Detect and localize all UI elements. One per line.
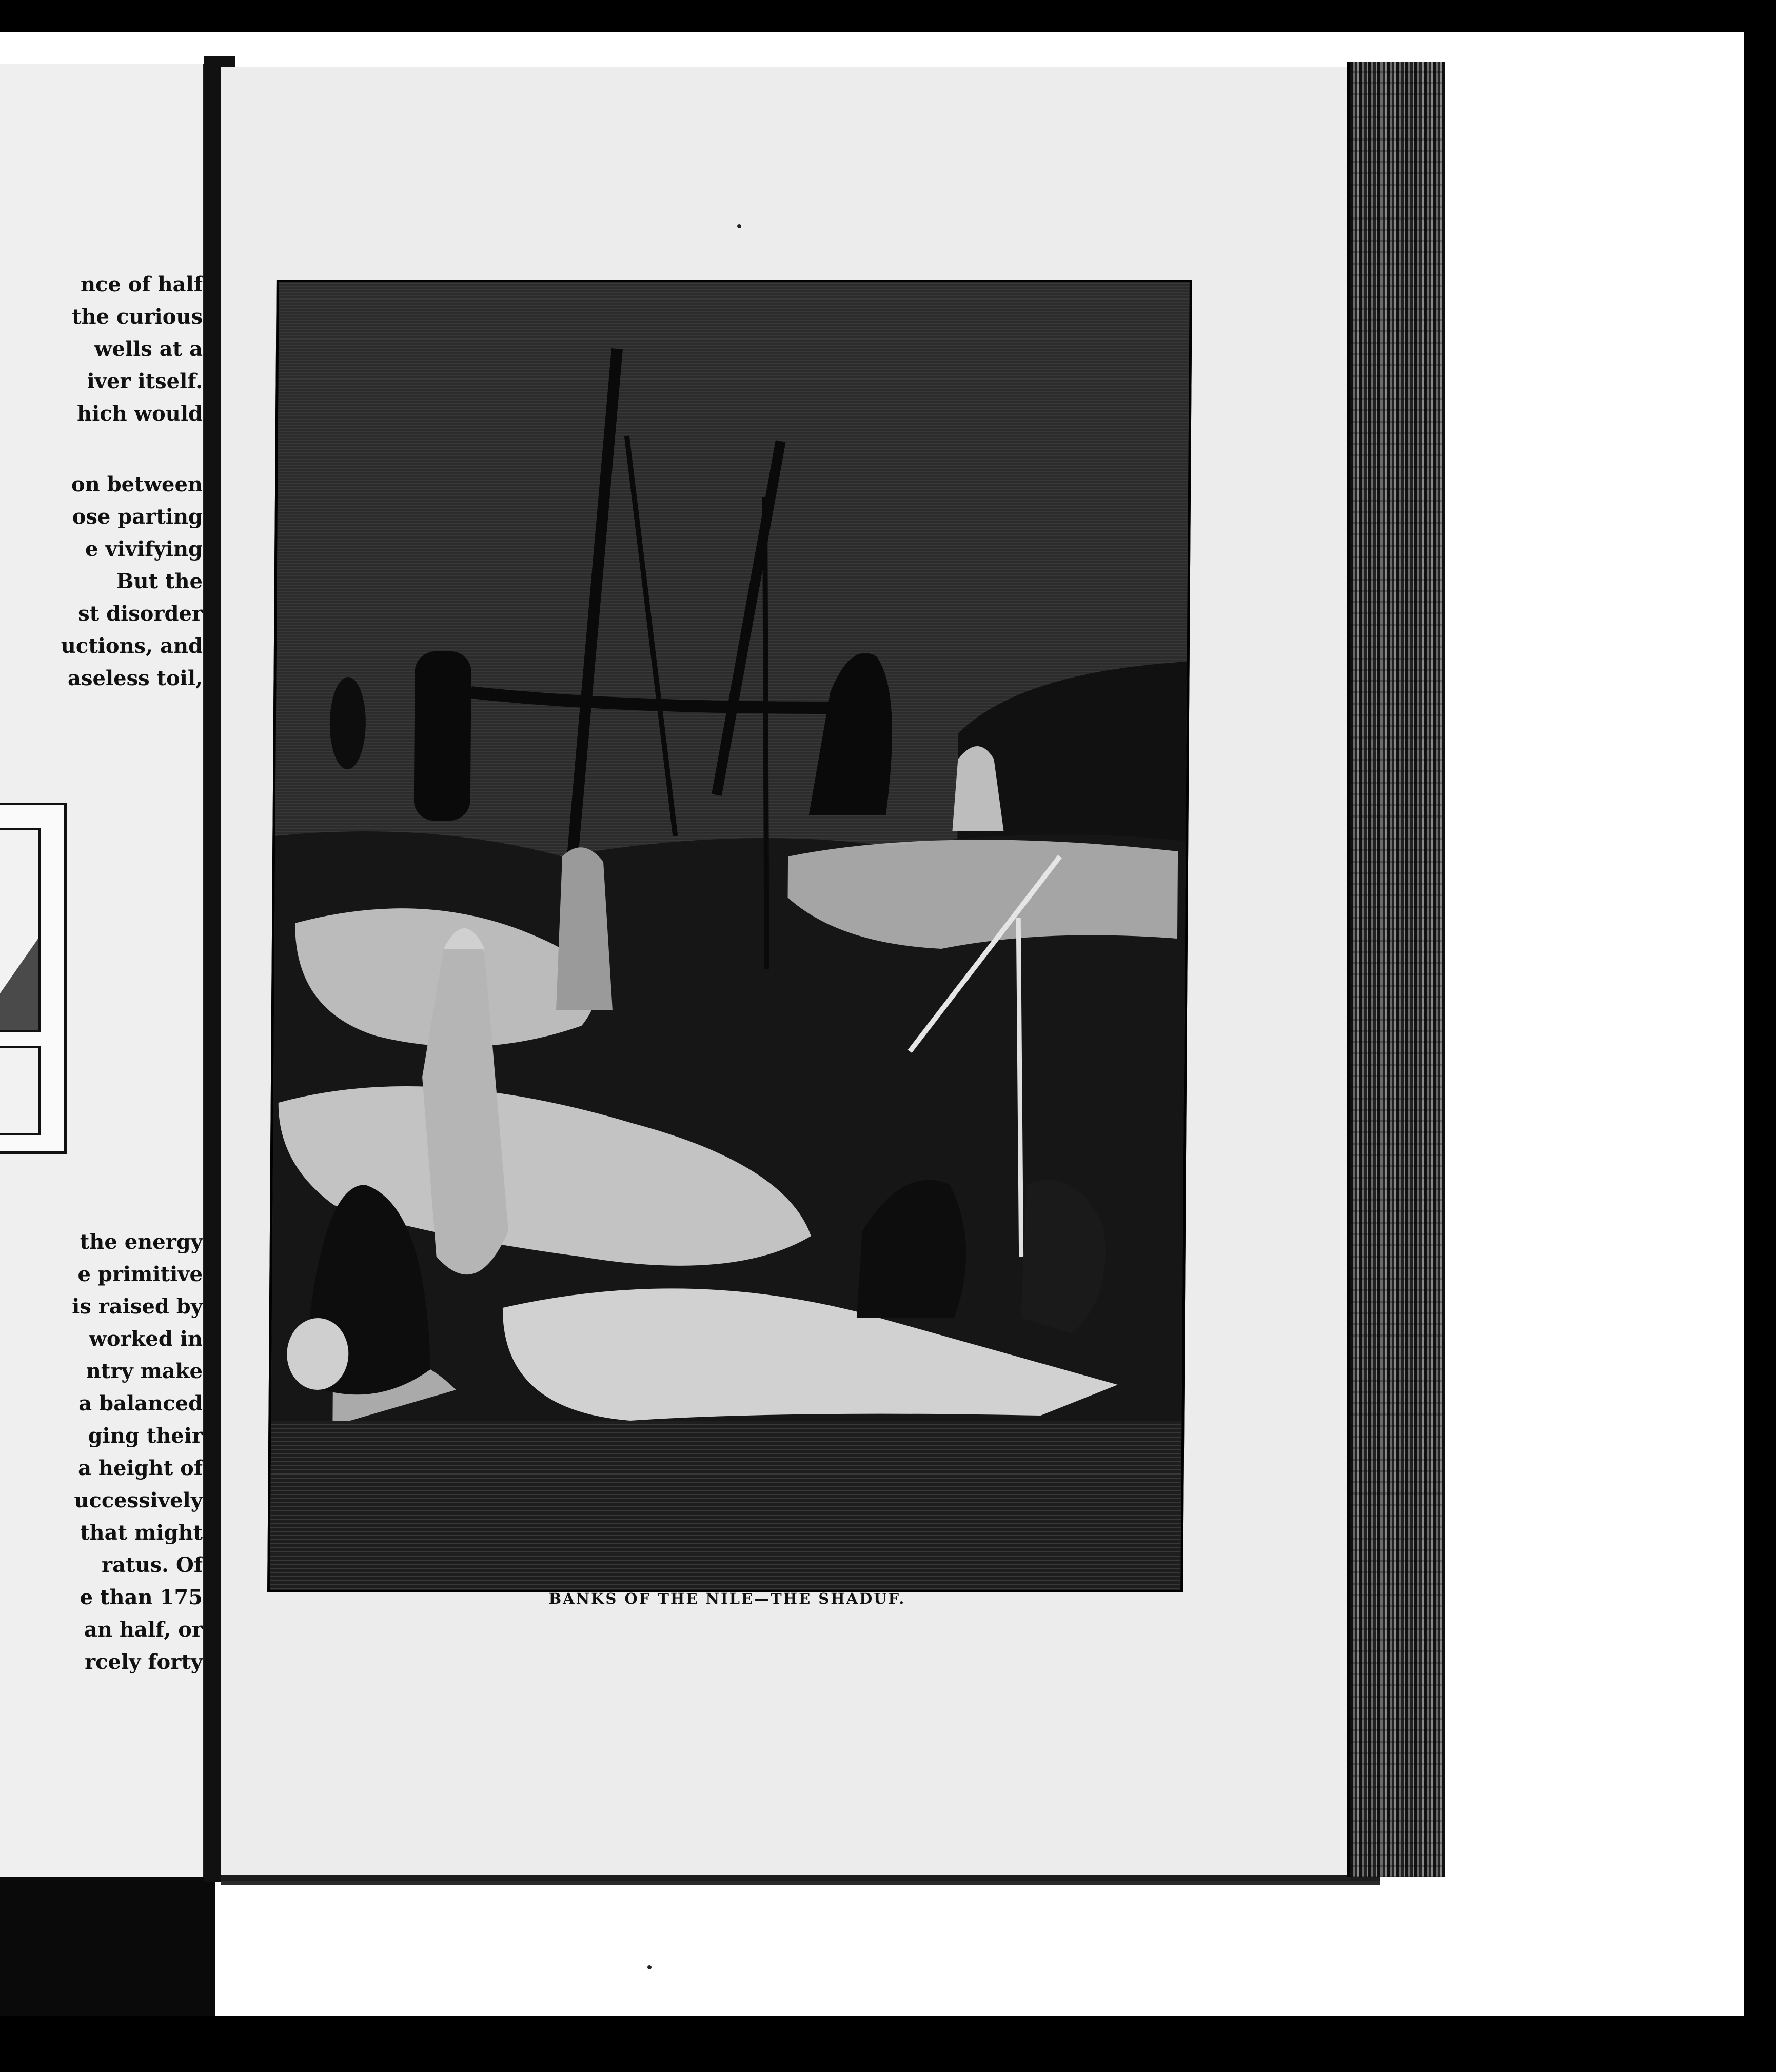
text-line: that might — [80, 1521, 203, 1545]
text-line: hich would — [77, 402, 203, 426]
left-paragraph-2 — [0, 468, 203, 694]
text-line: uccessively — [74, 1488, 203, 1512]
text-line: on between — [71, 472, 203, 496]
scan-border-top — [0, 0, 1776, 32]
text-line: the curious — [72, 305, 203, 329]
text-line: ging their — [88, 1424, 203, 1448]
page-edges-shading — [1347, 62, 1442, 1877]
figure — [414, 651, 471, 821]
illustration-caption: BANKS OF THE NILE—THE SHADUF. — [548, 1590, 906, 1607]
text-line: ntry make — [86, 1359, 203, 1383]
text-line: the energy — [80, 1230, 203, 1254]
text-line: st disorder — [78, 602, 203, 626]
text-line: ratus. Of — [102, 1553, 203, 1577]
scan-shadow — [0, 1877, 215, 2021]
diagram-lower-box — [0, 1046, 41, 1135]
engraving-svg — [270, 282, 1190, 1590]
text-line: But the — [116, 569, 203, 593]
speck — [737, 224, 741, 228]
scan-border-bottom — [0, 2016, 1776, 2072]
left-paragraph-3 — [0, 1226, 203, 1678]
text-line: a height of — [78, 1456, 203, 1480]
text-line: wells at a — [94, 337, 203, 361]
diagram-upper-box — [0, 828, 41, 1032]
engraving-illustration — [267, 280, 1192, 1592]
text-line: uctions, and — [61, 634, 203, 658]
text-line: e than 175 — [80, 1585, 203, 1609]
left-diagram — [0, 803, 67, 1154]
text-line: ose parting — [72, 505, 203, 529]
text-line: nce of half — [80, 272, 203, 296]
left-page — [0, 64, 205, 1877]
text-line: aseless toil, — [68, 666, 203, 690]
text-line: is raised by — [72, 1294, 203, 1319]
text-line: an half, or — [84, 1618, 203, 1642]
text-line: e primitive — [77, 1262, 203, 1286]
speck — [647, 1965, 652, 1969]
diagram-slope — [0, 938, 38, 1030]
scan-border-right — [1744, 0, 1776, 2072]
left-paragraph-1 — [0, 268, 203, 430]
text-line: e vivifying — [85, 537, 203, 561]
text-line: iver itself. — [87, 369, 203, 393]
river-water — [270, 1421, 1181, 1590]
text-line: worked in — [89, 1327, 203, 1351]
water-jar — [287, 1318, 349, 1390]
text-line: a balanced — [78, 1391, 203, 1416]
text-line: rcely forty — [85, 1650, 203, 1674]
